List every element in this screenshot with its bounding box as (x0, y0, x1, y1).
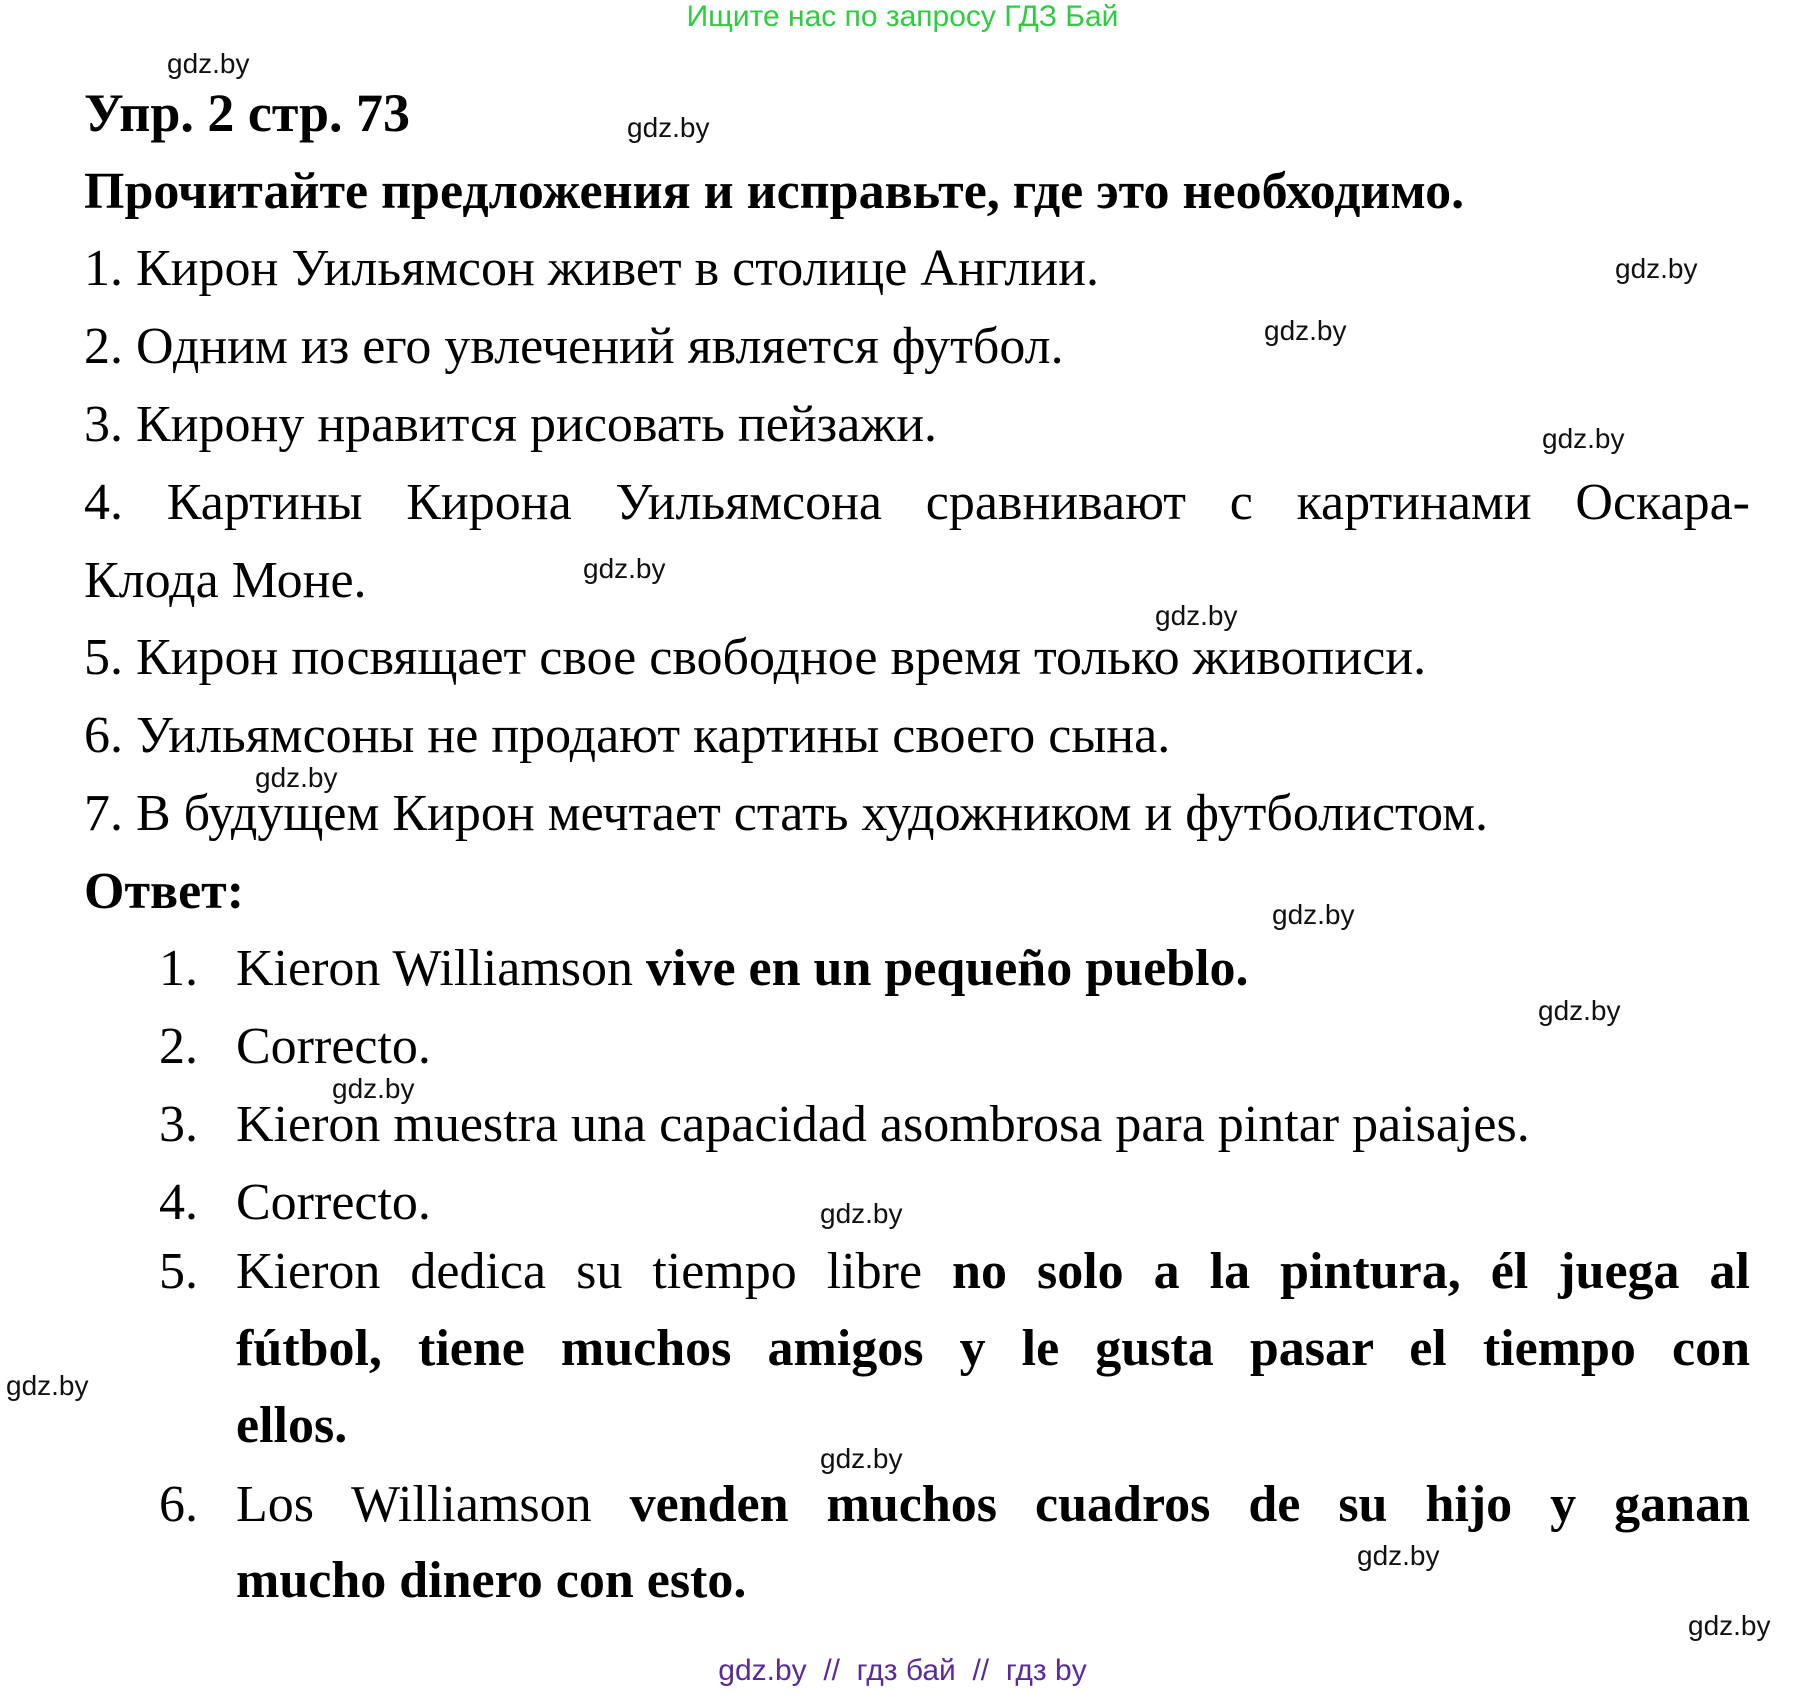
answer-5-number: 5. (159, 1243, 198, 1300)
answer-5-line-2: fútbol, tiene muchos amigos y le gusta pasar el tiempo con (236, 1320, 1750, 1377)
answer-5-regular: Kieron dedica su tiempo libre (236, 1243, 953, 1300)
watermark: gdz.by (167, 48, 250, 79)
watermark: gdz.by (1357, 1540, 1440, 1571)
answer-5-line-3: ellos. (236, 1397, 348, 1454)
answer-3-number: 3. (159, 1096, 198, 1153)
watermark: gdz.by (255, 762, 338, 793)
watermark: gdz.by (1615, 253, 1698, 284)
watermark: gdz.by (1538, 995, 1621, 1026)
answer-2-number: 2. (159, 1018, 198, 1075)
answer-label: Ответ: (84, 863, 245, 920)
answer-2: Correcto. (236, 1018, 431, 1075)
answer-4-number: 4. (159, 1174, 198, 1231)
answer-5-bold: no solo a la pintura, él juega al (952, 1243, 1750, 1300)
sentence-3: 3. Кирону нравится рисовать пейзажи. (84, 396, 938, 453)
footer-links: gdz.by // гдз бай // гдз by (718, 1654, 1087, 1687)
watermark: gdz.by (1264, 315, 1347, 346)
answer-4: Correcto. (236, 1174, 431, 1231)
sentence-2: 2. Одним из его увлечений является футбол. (84, 318, 1064, 375)
watermark: gdz.by (820, 1443, 903, 1474)
sentence-5: 5. Кирон посвящает свое свободное время только живописи. (84, 629, 1427, 686)
answer-6-regular: Los Williamson (236, 1476, 630, 1533)
sentence-4: 4. Картины Кирона Уильямсона сравнивают с картинами Оскара- (84, 474, 1750, 531)
search-banner: Ищите нас по запросу ГДЗ Бай (686, 0, 1119, 33)
watermark: gdz.by (332, 1073, 415, 1104)
answer-1 (236, 939, 1249, 999)
answer-6-bold: venden muchos cuadros de su hijo y ganan (629, 1476, 1750, 1533)
exercise-title: Упр. 2 стр. 73 (84, 83, 411, 143)
answer-6 (236, 1475, 1750, 1535)
sentence-4-cont: Клода Моне. (84, 552, 367, 609)
answer-5 (236, 1242, 1750, 1302)
answer-1-number: 1. (159, 940, 198, 997)
watermark: gdz.by (1688, 1610, 1771, 1641)
answer-6-number: 6. (159, 1476, 198, 1533)
answer-1-regular: Kieron Williamson (236, 940, 647, 997)
answer-6-line-2: mucho dinero con esto. (236, 1552, 747, 1609)
sentence-6: 6. Уильямсоны не продают картины своего сына. (84, 707, 1171, 764)
sentence-1: 1. Кирон Уильямсон живет в столице Англии. (84, 240, 1099, 297)
watermark: gdz.by (1272, 899, 1355, 930)
watermark: gdz.by (583, 553, 666, 584)
watermark: gdz.by (627, 112, 710, 143)
watermark: gdz.by (1542, 423, 1625, 454)
sentence-7: 7. В будущем Кирон мечтает стать художником и футболистом. (84, 785, 1488, 842)
watermark: gdz.by (1155, 600, 1238, 631)
task-heading: Прочитайте предложения и исправьте, где это необходимо. (84, 163, 1465, 220)
answer-1-bold: vive en un pequeño pueblo. (646, 940, 1249, 997)
watermark: gdz.by (820, 1198, 903, 1229)
answer-3: Kieron muestra una capacidad asombrosa para pintar paisajes. (236, 1096, 1530, 1153)
watermark: gdz.by (6, 1370, 89, 1401)
